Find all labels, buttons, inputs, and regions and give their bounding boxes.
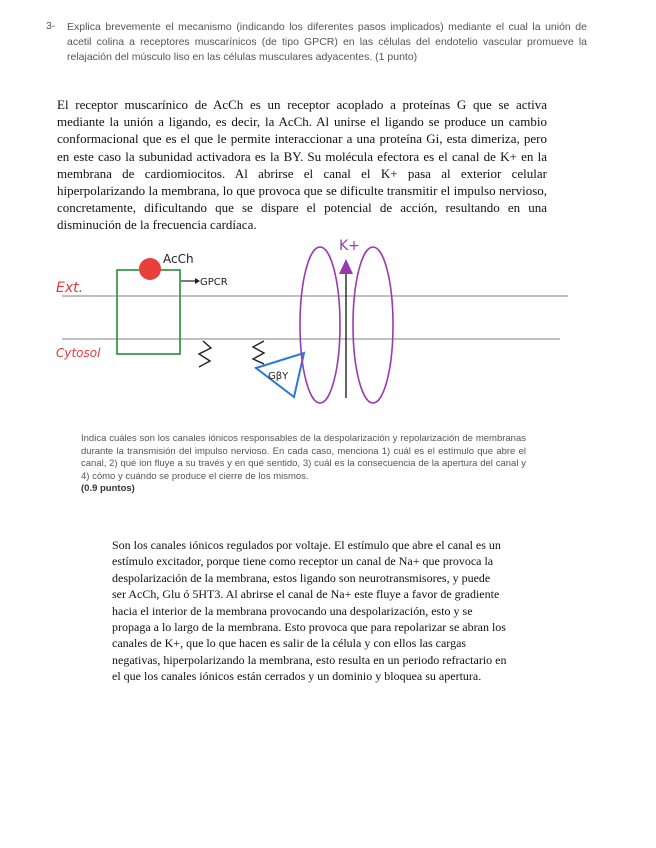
k-channel-right-ellipse	[353, 247, 393, 403]
answer3-text: El receptor muscarínico de AcCh es un receptor acoplado a proteínas G que se activa mediante la unión a ligando, es decir, la AcCh. Al unirse el ligando se produce un cambio conformacional que es el que le permite interaccionar a una proteína Gi, esta dimeriza, pero en este caso la subunidad activadora es la BY. Su molécula efectora es el canal de K+ en la membrana de cardiomiocitos. Al abrirse el canal el K+ pasa al exterior celular hiperpolarizando la membrana, lo que provoca que se dificulte transmitir el impulso nervioso, concretamente, dificultando que se dispare el potencial de acción, resultando en una disminución de la frecuencia cardíaca.	[57, 97, 547, 233]
gpcr-receptor-box	[117, 270, 180, 354]
question4-body: Indica cuáles son los canales iónicos responsables de la despolarización y repolarización de membranas durante la transmisión del impulso nervioso. En cada caso, menciona 1) cuál es el estímulo que abre el canal, 2) qué ion fluye a su través y en qué sentido, 3) cuál es la consecuencia de la apertura del canal y 4) cómo y cuándo se produce el cierre de los mismos.	[81, 433, 526, 482]
question4-text	[81, 433, 526, 496]
answer4-text: Son los canales iónicos regulados por voltaje. El estímulo que abre el canal es un estímulo excitador, porque tiene como receptor un canal de Na+ que provoca la despolarización de la membrana, estos ligando son neurotransmisores, y puede ser AcCh, Glu ó 5HT3. Al abrirse el canal de Na+ este fluye a favor de gradiente hacia el interior de la membrana provocando una despolarización, esto y se propaga a lo largo de la membrana. Esto provoca que para repolarizar se abran los canales de K+, que lo que hacen es salir de la célula y con ellos las cargas negativas, hiperpolarizando la membrana, esto resulta en un periodo refractario en el que los canales iónicos están cerrados y un dominio y bloquea su apertura.	[112, 538, 507, 684]
question3-text: Explica brevemente el mecanismo (indicando los diferentes pasos implicados) mediante el cual la unión de acetil colina a receptores muscarínicos (de tipo GPCR) en las células del endotelio vascular promueve la relajación del músculo liso en las células musculares adyacentes. (1 punto)	[67, 21, 587, 63]
cytosol-label: Cytosol	[56, 346, 101, 360]
gby-label: GβY	[268, 371, 289, 382]
g-protein-zigzag-1	[199, 341, 211, 367]
question3-number: 3-	[46, 20, 56, 32]
acch-label: AcCh	[163, 252, 194, 266]
k-efflux-arrow-head	[339, 259, 353, 274]
acch-ligand-circle	[139, 258, 161, 280]
ext-label: Ext.	[56, 280, 84, 296]
k-channel-left-ellipse	[300, 247, 340, 403]
gpcr-label: GPCR	[200, 277, 228, 288]
k-ion-label: K+	[339, 238, 360, 254]
membrane-diagram	[0, 230, 656, 430]
question4-points: (0.9 puntos)	[81, 483, 135, 494]
g-protein-zigzag-2	[253, 341, 264, 364]
